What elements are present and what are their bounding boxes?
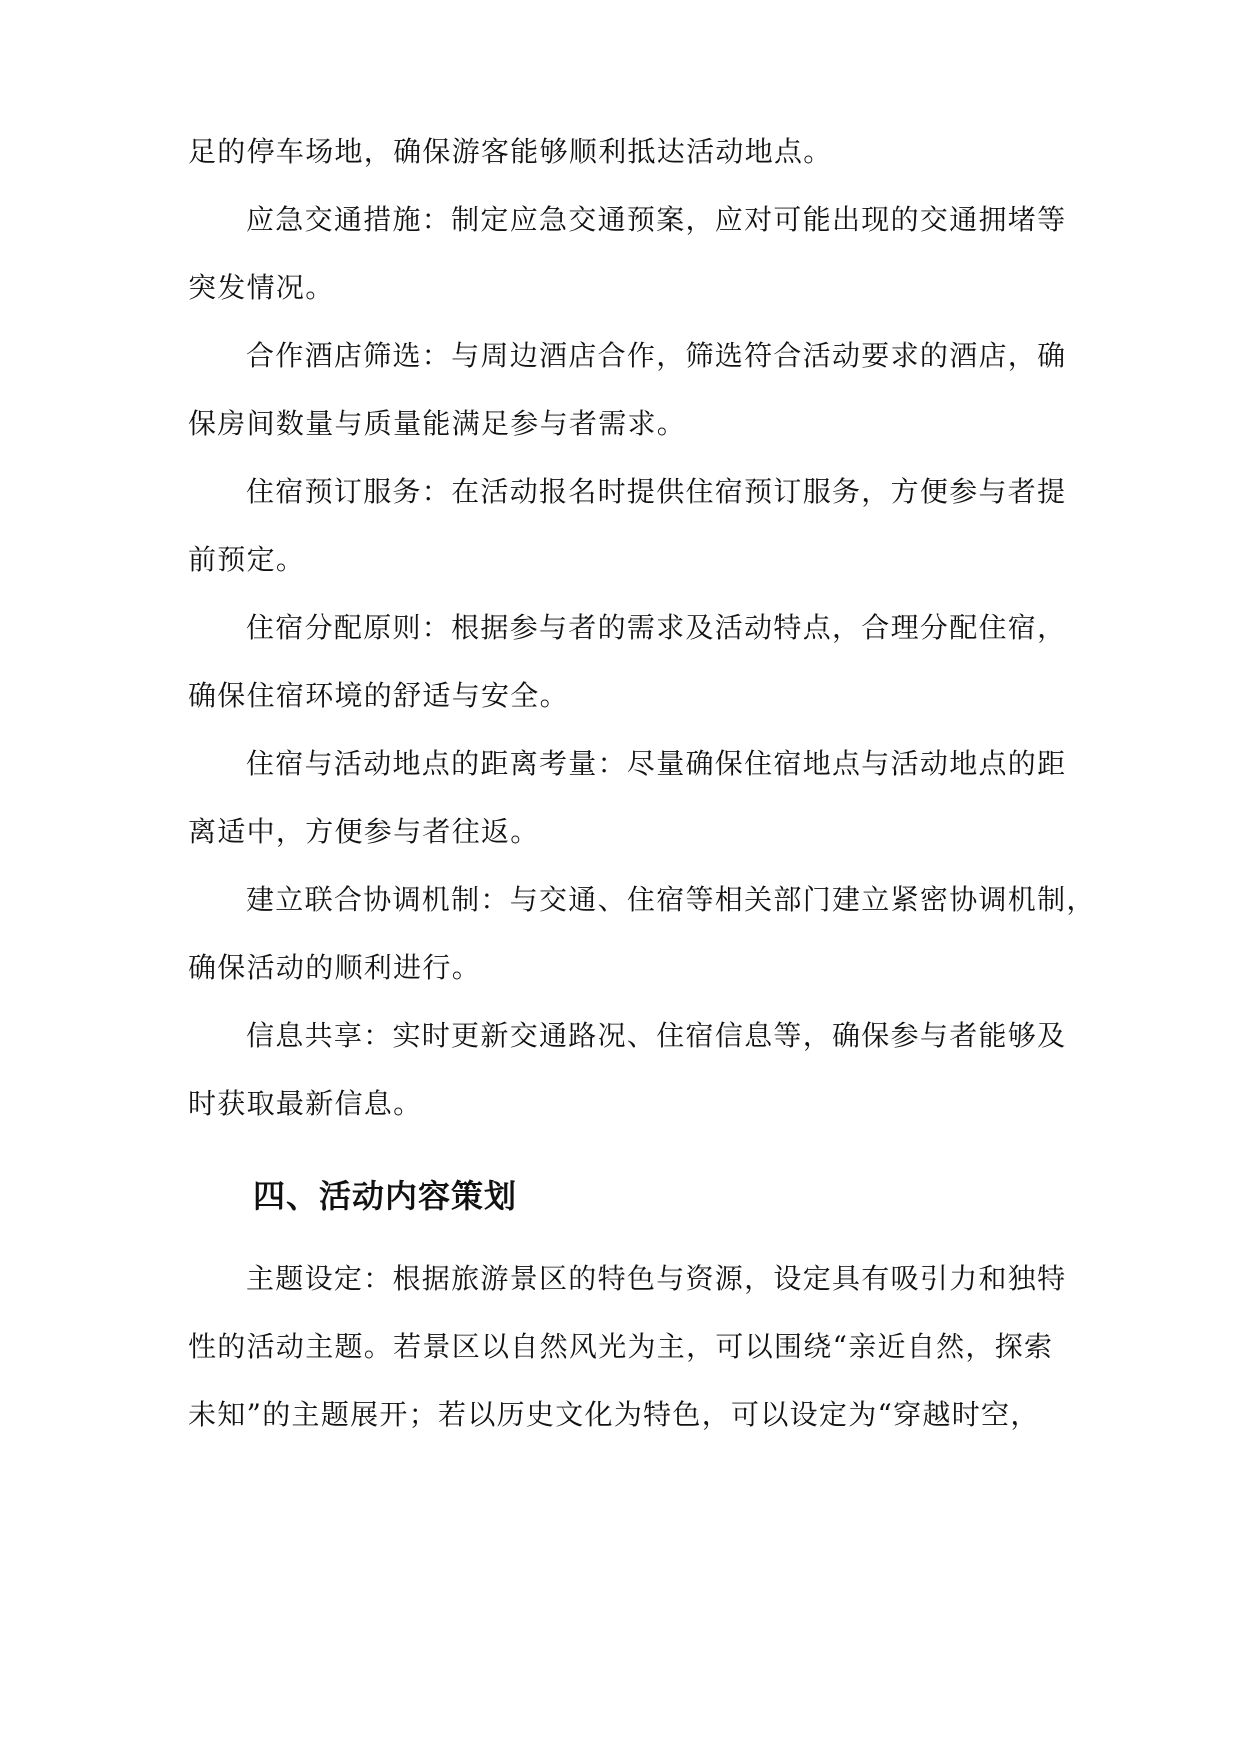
text-line: 住宿预订服务：在活动报名时提供住宿预订服务，方便参与者提 [246, 475, 1067, 508]
text-line: 信息共享：实时更新交通路况、住宿信息等，确保参与者能够及 [246, 1019, 1067, 1052]
text-line: 合作酒店筛选：与周边酒店合作，筛选符合活动要求的酒店，确 [246, 339, 1067, 372]
text-line: 前预定。 [188, 543, 306, 576]
text-line: 确保活动的顺利进行。 [188, 951, 482, 984]
text-line: 足的停车场地，确保游客能够顺利抵达活动地点。 [188, 135, 833, 168]
text-line: 未知”的主题展开；若以历史文化为特色，可以设定为“穿越时空， [188, 1398, 1040, 1431]
text-line: 离适中，方便参与者往返。 [188, 815, 540, 848]
text-line: 保房间数量与质量能满足参与者需求。 [188, 407, 687, 440]
text-line: 主题设定：根据旅游景区的特色与资源，设定具有吸引力和独特 [246, 1262, 1067, 1295]
text-line: 住宿与活动地点的距离考量：尽量确保住宿地点与活动地点的距 [246, 747, 1067, 780]
text-line: 性的活动主题。若景区以自然风光为主，可以围绕“亲近自然，探索 [188, 1330, 1054, 1363]
text-line: 确保住宿环境的舒适与安全。 [188, 679, 569, 712]
text-line: 住宿分配原则：根据参与者的需求及活动特点，合理分配住宿， [246, 611, 1067, 644]
text-line: 时获取最新信息。 [188, 1087, 423, 1120]
text-line: 建立联合协调机制：与交通、住宿等相关部门建立紧密协调机制， [246, 883, 1096, 916]
text-line: 应急交通措施：制定应急交通预案，应对可能出现的交通拥堵等 [246, 203, 1067, 236]
text-line: 突发情况。 [188, 271, 335, 304]
section-heading: 四、活动内容策划 [253, 1177, 518, 1215]
